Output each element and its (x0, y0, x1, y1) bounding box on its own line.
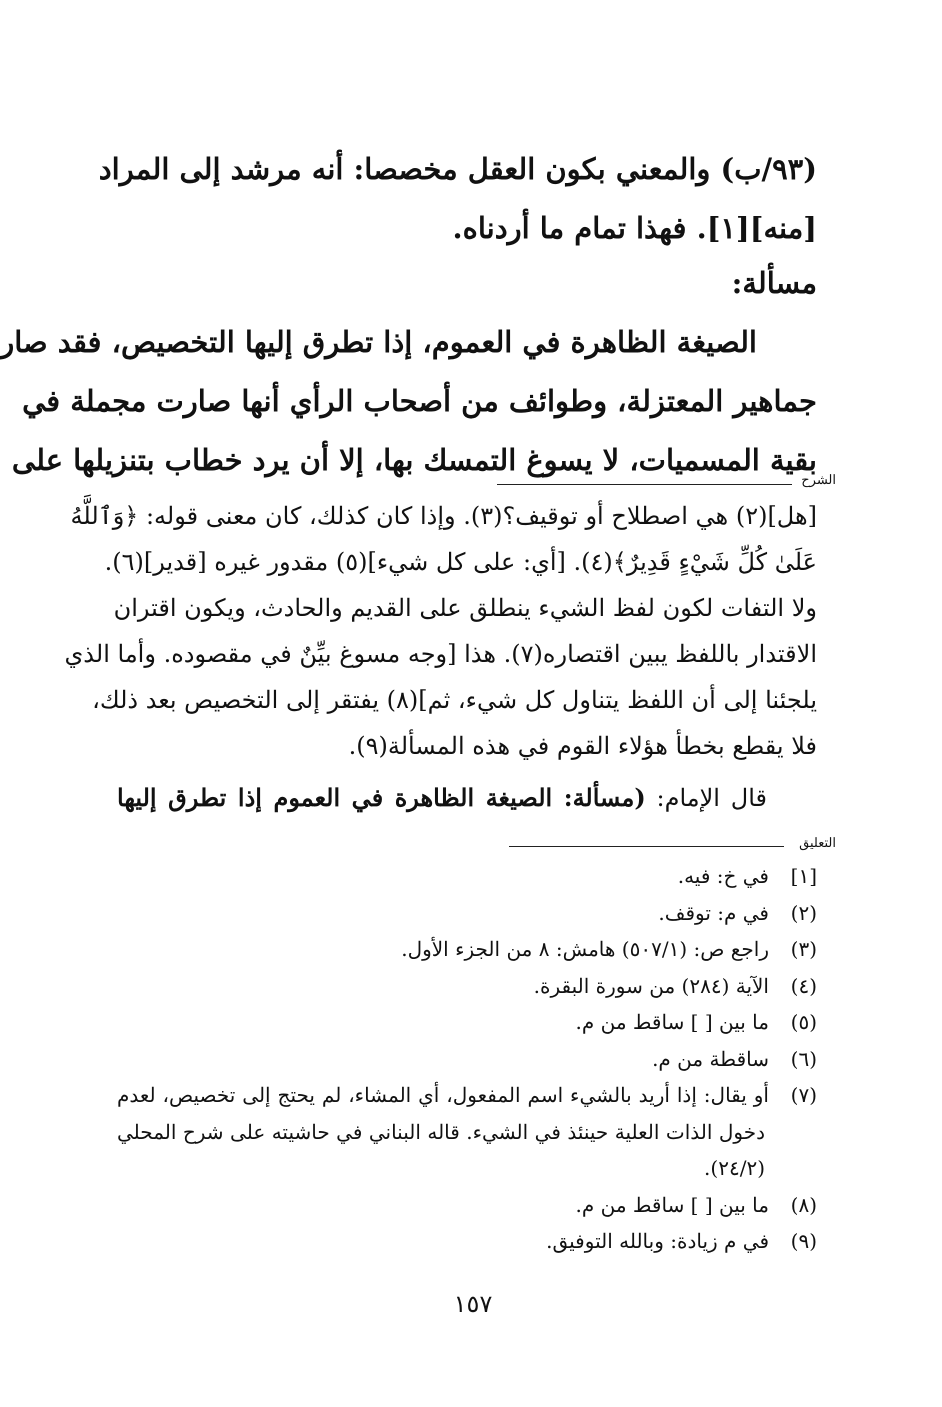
sharh-text (64, 493, 817, 821)
footnote-7-continued: (٢٤/٢). (704, 1156, 765, 1180)
footnote-8 (117, 1187, 817, 1224)
taliq-divider (509, 846, 784, 847)
sharh-line: [هل](٢) هي اصطلاح أو توقيف؟(٣). وإذا كان كذلك، كان معنى قوله: ﴿وَٱللَّهُ (70, 502, 817, 530)
footnote-number: (٦) (790, 1046, 817, 1071)
footnote-text: ما بين [ ] ساقط من م. (575, 1192, 769, 1217)
sharh-line: الاقتدار باللفظ يبين اقتصاره(٧). هذا [وجه مسوغ بيِّنٌ في مقصوده. وأما الذي (64, 640, 817, 668)
imam-line-prefix: قال الإمام: (645, 784, 767, 812)
footnote-3 (117, 931, 817, 968)
footnote-number: (٤) (790, 973, 817, 998)
imam-line (117, 775, 817, 821)
matn-line: بقية المسميات، لا يسوغ التمسك بها، إلا أن يرد خطاب بتنزيلها على (11, 443, 817, 477)
footnote-7-continued: دخول الذات العلية حينئذ في الشيء. قاله البناني في حاشيته على شرح المحلي (117, 1119, 765, 1144)
footnote-6 (117, 1041, 817, 1078)
page-number: ١٥٧ (453, 1290, 493, 1318)
footnote-1 (117, 858, 817, 895)
footnote-text: في م: توقف. (658, 900, 769, 925)
footnote-5 (117, 1004, 817, 1041)
footnotes (117, 858, 817, 1260)
footnote-number: (٥) (790, 1010, 817, 1034)
footnote-number: (٩) (790, 1229, 817, 1253)
sharh-label: الشرح (801, 473, 836, 488)
matn-line: [منه][١]. فهذا تمام ما أردناه. (452, 211, 817, 245)
footnote-number: (٧) (790, 1083, 817, 1107)
footnote-text: ما بين [ ] ساقط من م. (575, 1010, 769, 1034)
sharh-divider (497, 484, 792, 485)
matn-line: (٩٣/ب) والمعني بكون العقل مخصصا: أنه مرشد إلى المراد (98, 152, 817, 186)
footnote-4 (117, 968, 817, 1005)
footnote-2 (117, 895, 817, 932)
sharh-line: فلا يقطع بخطأ هؤلاء القوم في هذه المسألة(٩). (348, 732, 817, 760)
footnote-text: أو يقال: إذا أريد بالشيء اسم المفعول، أي المشاء، لم يحتج إلى تخصيص، لعدم (117, 1083, 769, 1107)
sharh-line: يلجئنا إلى أن اللفظ يتناول كل شيء، ثم](٨) يفتقر إلى التخصيص بعد ذلك، (92, 686, 817, 714)
footnote-text: في م زيادة: وبالله التوفيق. (546, 1229, 769, 1253)
footnote-7 (117, 1077, 817, 1114)
footnote-9 (117, 1223, 817, 1260)
matn-paragraph (0, 313, 817, 490)
footnote-text: ساقطة من م. (652, 1046, 769, 1071)
footnote-text: في خ: فيه. (677, 864, 769, 888)
matn-line: جماهير المعتزلة، وطوائف من أصحاب الرأي أنها صارت مجملة في (22, 384, 817, 418)
footnote-number: (٣) (790, 937, 817, 961)
sharh-line: عَلَىٰ كُلِّ شَيْءٍ قَدِيرٌ﴾(٤). [أي: على كل شيء](٥) مقدور غيره [قدير](٦). (104, 548, 817, 576)
imam-line-quote: (مسألة: الصيغة الظاهرة في العموم إذا تطرق إليها (117, 783, 646, 812)
footnote-number: [١] (790, 864, 817, 888)
taliq-label: التعليق (799, 836, 836, 851)
matn-top (98, 140, 817, 258)
footnote-text: راجع ص: (٥٠٧/١) هامش: ٨ من الجزء الأول. (401, 937, 769, 961)
footnote-text: الآية (٢٨٤) من سورة البقرة. (533, 973, 769, 998)
sharh-line: ولا التفات لكون لفظ الشيء ينطلق على القديم والحادث، ويكون اقتران (113, 594, 817, 622)
footnote-number: (٢) (790, 900, 817, 925)
section-title: مسألة: (731, 266, 817, 300)
footnote-number: (٨) (790, 1192, 817, 1217)
matn-line: الصيغة الظاهرة في العموم، إذا تطرق إليها التخصيص، فقد صار (0, 325, 757, 359)
